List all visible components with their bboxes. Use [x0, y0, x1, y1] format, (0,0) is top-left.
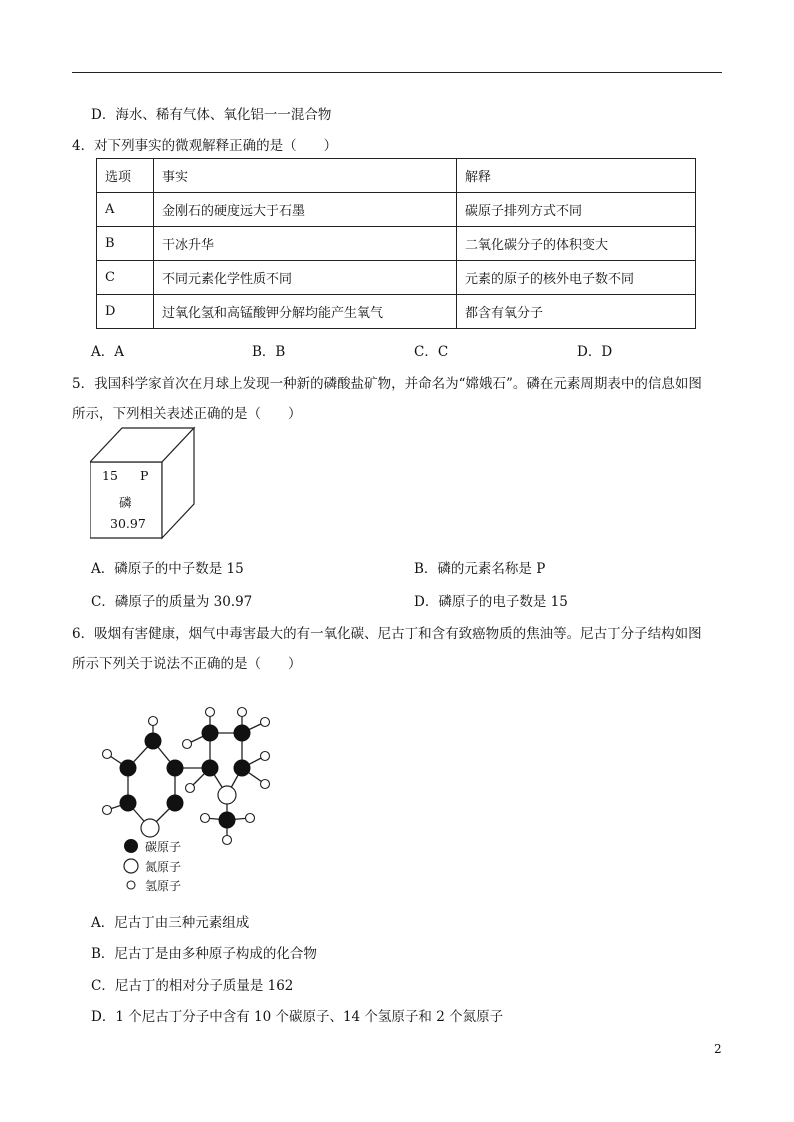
table-cell: A [97, 193, 154, 227]
page-number: 2 [714, 1042, 722, 1056]
table-cell: 干冰升华 [154, 227, 457, 261]
legend-hydrogen-label: 氢原子 [145, 879, 182, 893]
legend-carbon-marker [124, 839, 138, 853]
table-cell: 元素的原子的核外电子数不同 [457, 261, 696, 295]
element-symbol: P [140, 468, 149, 483]
q6-option-a: A．尼古丁由三种元素组成 [91, 915, 250, 931]
q5-option-a: A．磷原子的中子数是 15 [91, 561, 244, 577]
header-cell-explanation: 解释 [457, 159, 696, 193]
q5-stem-line1: 5．我国科学家首次在月球上发现一种新的磷酸盐矿物，并命名为“嫦娥石”。磷在元素周期表中的信息如图 [72, 376, 702, 392]
q5-option-c: C．磷原子的质量为 30.97 [91, 594, 253, 610]
legend-carbon-label: 碳原子 [145, 840, 182, 854]
q4-option-c: C．C [414, 344, 449, 360]
table-row [97, 295, 696, 329]
element-name: 磷 [119, 495, 132, 510]
q4-option-a: A．A [91, 344, 124, 360]
table-cell: 金刚石的硬度远大于石墨 [154, 193, 457, 227]
table-cell: 都含有氧分子 [457, 295, 696, 329]
table-row [97, 193, 696, 227]
phosphorus-element-card [90, 420, 196, 548]
nicotine-structure [95, 700, 295, 896]
table-cell: 过氧化氢和高锰酸钾分解均能产生氧气 [154, 295, 457, 329]
q4-option-b: B．B [252, 344, 286, 360]
table-cell: 碳原子排列方式不同 [457, 193, 696, 227]
q6-stem-line2: 所示下列关于说法不正确的是（ ） [72, 656, 302, 672]
q4-stem: 4．对下列事实的微观解释正确的是（ ） [72, 138, 338, 154]
legend-nitrogen-label: 氮原子 [145, 860, 182, 874]
table-cell: D [97, 295, 154, 329]
table-cell: 二氧化碳分子的体积变大 [457, 227, 696, 261]
legend-nitrogen-marker [124, 859, 138, 873]
q4-table [96, 158, 696, 329]
table-row [97, 261, 696, 295]
q5-stem-line2: 所示，下列相关表述正确的是（ ） [72, 406, 302, 422]
q6-option-d: D．1 个尼古丁分子中含有 10 个碳原子、14 个氢原子和 2 个氮原子 [91, 1009, 504, 1025]
header-cell-fact: 事实 [154, 159, 457, 193]
header-cell-option: 选项 [97, 159, 154, 193]
element-atomic-mass: 30.97 [110, 516, 146, 531]
table-header-row [97, 159, 696, 193]
table-row [97, 227, 696, 261]
table-cell: 不同元素化学性质不同 [154, 261, 457, 295]
q6-stem-line1: 6．吸烟有害健康，烟气中毒害最大的有一氧化碳、尼古丁和含有致癌物质的焦油等。尼古丁分子结构如图 [72, 626, 702, 642]
legend-hydrogen-marker [127, 881, 135, 889]
header-rule [72, 72, 722, 73]
nicotine-molecule-diagram [95, 700, 295, 900]
q6-option-b: B．尼古丁是由多种原子构成的化合物 [91, 946, 317, 962]
q5-option-d: D．磷原子的电子数是 15 [414, 594, 568, 610]
table-cell: B [97, 227, 154, 261]
element-atomic-number: 15 [102, 468, 118, 483]
q4-option-d: D．D [577, 344, 613, 360]
q5-option-b: B．磷的元素名称是 P [414, 561, 546, 577]
table-cell: C [97, 261, 154, 295]
q6-option-c: C．尼古丁的相对分子质量是 162 [91, 978, 294, 994]
q3-option-d: D．海水、稀有气体、氧化铝一一混合物 [91, 107, 332, 123]
